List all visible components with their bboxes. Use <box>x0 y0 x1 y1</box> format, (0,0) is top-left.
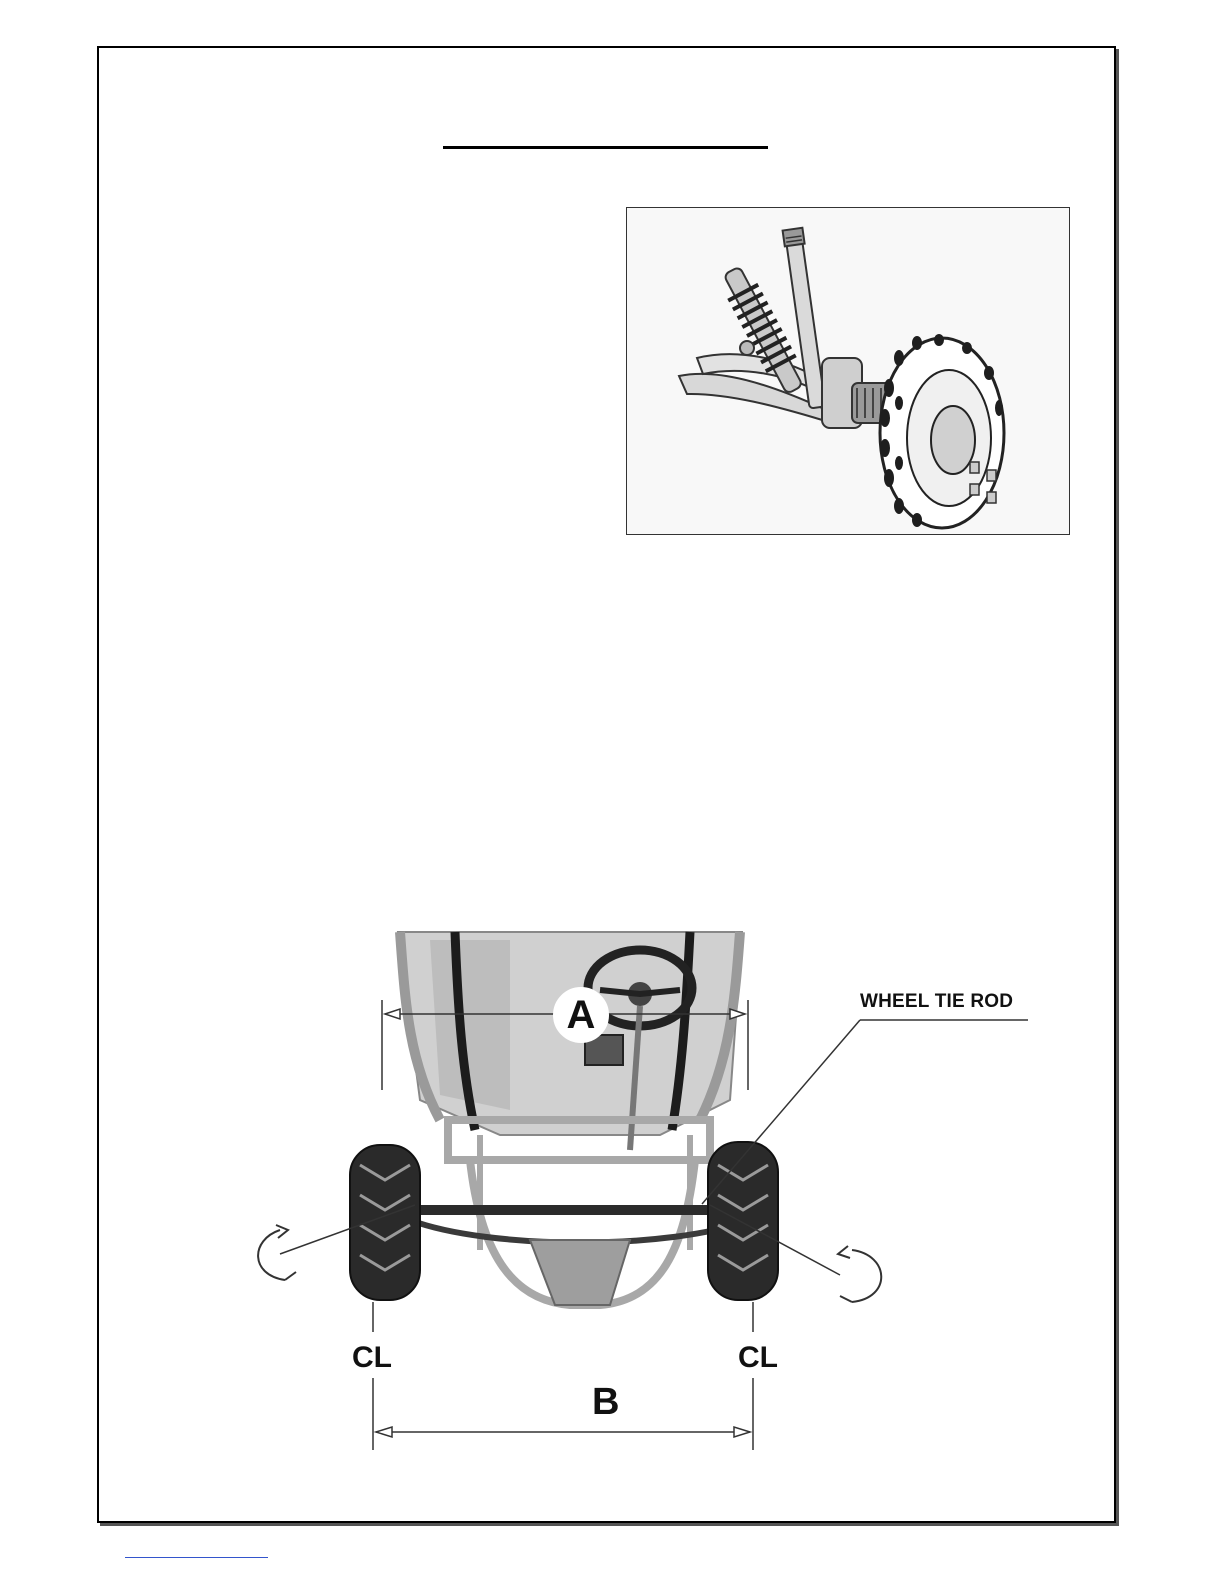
footer-link-underline[interactable] <box>125 1557 268 1558</box>
centerline-right-label: CL <box>738 1341 778 1374</box>
dimension-a-label: A <box>566 993 596 1037</box>
title-underline <box>443 146 768 149</box>
dimension-a-badge <box>553 987 609 1043</box>
suspension-assembly-icon <box>627 208 1069 534</box>
dimension-b-label: B <box>592 1381 620 1423</box>
centerline-left-label: CL <box>352 1341 392 1374</box>
suspension-figure <box>626 207 1070 535</box>
wheel-tie-rod-label: WHEEL TIE ROD <box>860 991 1014 1012</box>
